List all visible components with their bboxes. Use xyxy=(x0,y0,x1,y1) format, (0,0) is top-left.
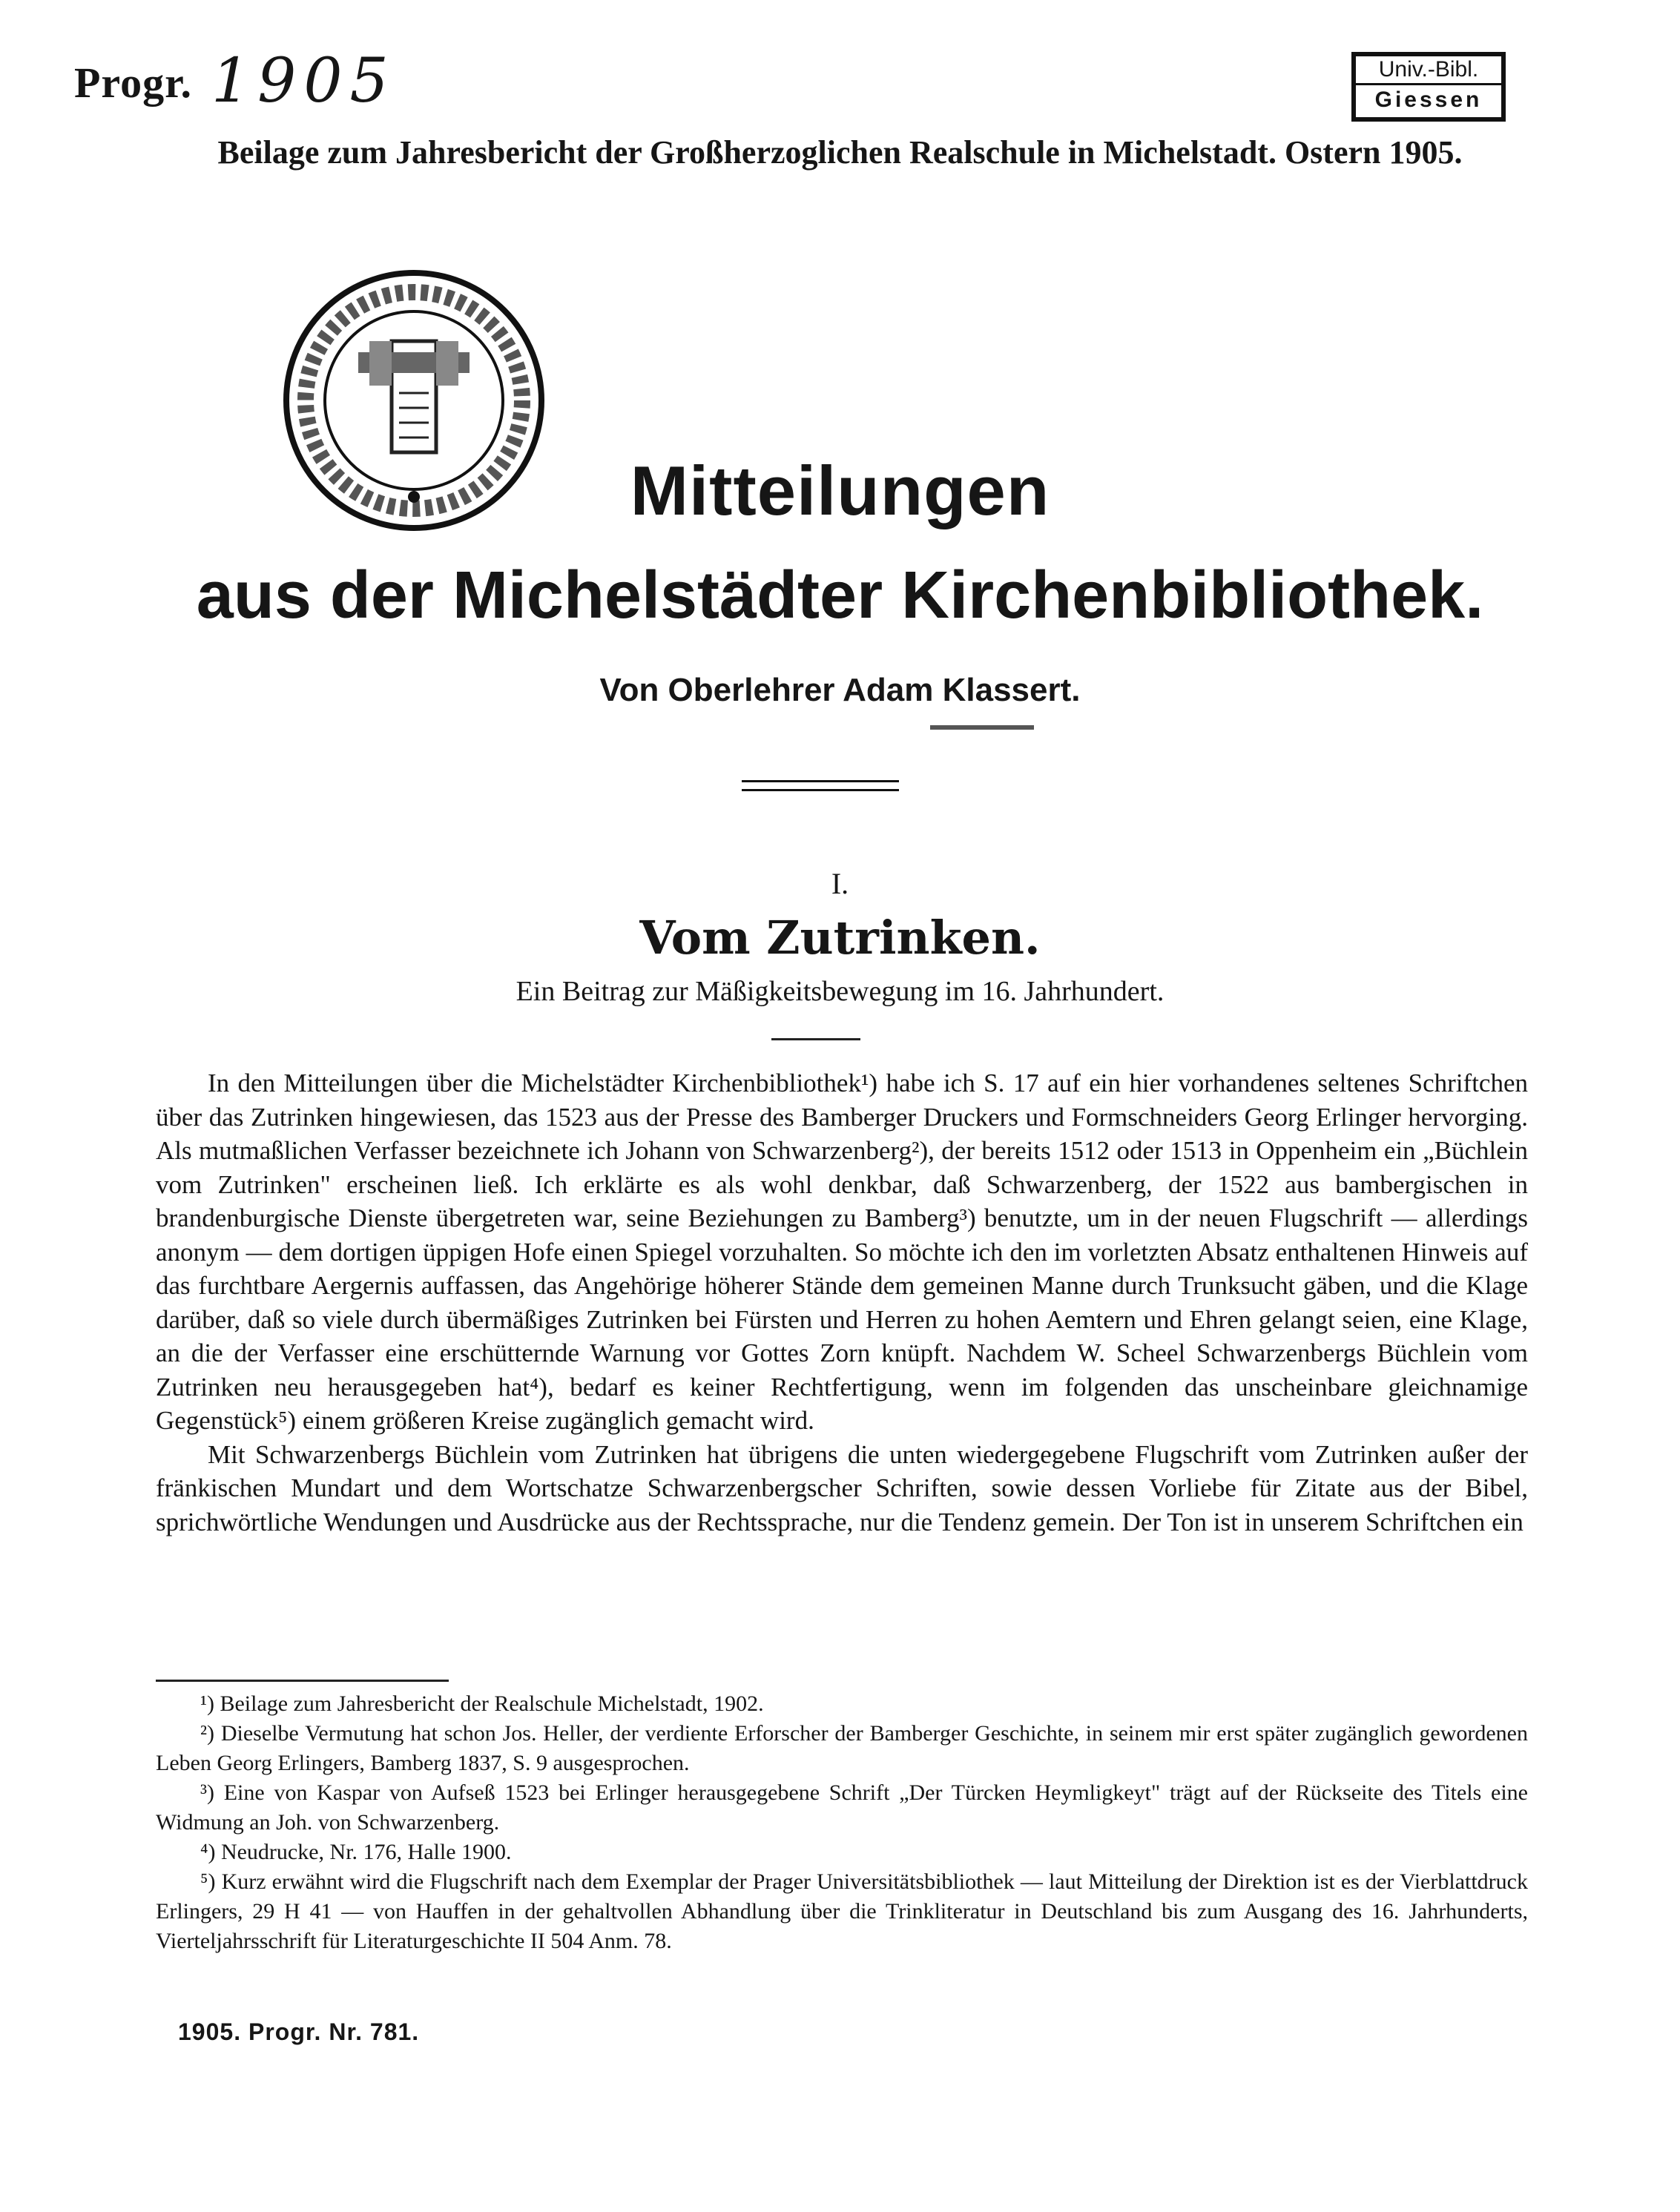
footnote-5: ⁵) Kurz erwähnt wird die Flugschrift nach dem Exemplar der Prager Universitätsbibliothek — laut Mitteilung der Direktion ist es der Vierblattdruck Erlingers, 29 H 41 — von Hauffen in der gehaltvollen Abhandlung über die Trinkliteratur in Deutschland bis zum Ausgang des 16. Jahrhunderts, Vierteljahrsschrift für Literaturgeschichte II 504 Anm. 78. xyxy=(156,1869,1528,1953)
library-stamp xyxy=(1351,52,1506,122)
title-divider xyxy=(742,780,899,791)
main-title-line2: aus der Michelstädter Kirchenbibliothek. xyxy=(196,558,1484,633)
footnote-4: ⁴) Neudrucke, Nr. 176, Halle 1900. xyxy=(200,1840,512,1864)
footnotes xyxy=(156,1689,1528,1956)
body-paragraph-1: In den Mitteilungen über die Michelstädter Kirchenbibliothek¹) habe ich S. 17 auf ein hier vorhandenes seltenes Schriftchen über das Zutrinken hingewiesen, das 1523 aus der Presse des Bamberger Druckers und Formschneiders Georg Erlinger hervorging. Als mutmaßlichen Verfasser bezeichnete ich Johann von Schwarzenberg²), der bereits 1512 oder 1513 in Oppenheim ein „Büchlein vom Zutrinken" erscheinen ließ. Ich erklärte es als wohl denkbar, daß Schwarzenberg, der 1522 aus bambergischen in brandenburgische Dienste übergetreten war, seine Beziehungen zu Bamberg³) benutzte, um in der neuen Flugschrift — allerdings anonym — dem dortigen üppigen Hofe einen Spiegel vorzuhalten. So möchte ich den im vorletzten Absatz enthaltenen Hinweis auf das furchtbare Aergernis auffassen, das Angehörige höherer Stände dem gemeinen Manne durch Trunksucht gäben, und die Klage darüber, daß so viele durch übermäßiges Zutrinken bei Fürsten und Herren zu hohen Aemtern und Ehren gelangt seien, eine Klage, an die der Verfasser eine erschütternde Warnung vor Gottes Zorn knüpft. Nachdem W. Scheel Schwarzenbergs Büchlein vom Zutrinken neu herausgegeben hat⁴), bedarf es keiner Rechtfertigung, wenn im folgenden das unscheinbare gleichnamige Gegenstück⁵) einem größeren Kreise zugänglich gemacht wird. xyxy=(156,1069,1528,1435)
footnote-1: ¹) Beilage zum Jahresbericht der Realschule Michelstadt, 1902. xyxy=(200,1691,764,1716)
author-line: Von Oberlehrer Adam Klassert. xyxy=(599,672,1081,708)
section-title: Vom Zutrinken. xyxy=(639,911,1041,965)
subtitle-divider xyxy=(771,1038,860,1040)
footnote-2: ²) Dieselbe Vermutung hat schon Jos. Heller, der verdiente Erforscher der Bamberger Geschichte, in seinem mir erst später zugänglich gewordenen Leben Georg Erlingers, Bamberg 1837, S. 9 ausgesprochen. xyxy=(156,1721,1528,1775)
progr-label: Progr. xyxy=(74,59,193,107)
library-stamp-line1: Univ.-Bibl. xyxy=(1356,56,1501,85)
footnote-3: ³) Eine von Kaspar von Aufseß 1523 bei Erlinger herausgegebene Schrift „Der Türcken Heymligkeyt" trägt auf der Rückseite des Titels eine Widmung an Joh. von Schwarzenberg. xyxy=(156,1780,1528,1835)
section-subtitle: Ein Beitrag zur Mäßigkeitsbewegung im 16. Jahrhundert. xyxy=(515,976,1165,1007)
library-stamp-line2: Giessen xyxy=(1374,88,1483,112)
section-number: I. xyxy=(831,867,849,900)
footer-progr-number: 1905. Progr. Nr. 781. xyxy=(178,2018,420,2045)
author-underline xyxy=(930,725,1034,730)
body-paragraph-2: Mit Schwarzenbergs Büchlein vom Zutrinken hat übrigens die unten wiedergegebene Flugschrift vom Zutrinken außer der fränkischen Mundart und dem Wortschatze Schwarzenbergscher Schriften, sowie dessen Vorliebe für Zitate aus der Bibel, sprichwörtliche Wendungen und Ausdrücke aus der Rechtssprache, nur die Tendenz gemein. Der Ton ist in unserem Schriftchen ein xyxy=(156,1439,1528,1536)
main-title-line1: Mitteilungen xyxy=(630,452,1050,529)
beilage-header: Beilage zum Jahresbericht der Großherzoglichen Realschule in Michelstadt. Ostern 1905. xyxy=(217,134,1463,171)
handwritten-year: 1905 xyxy=(211,46,396,116)
footnote-divider xyxy=(156,1680,449,1682)
body-text xyxy=(156,1066,1528,1539)
